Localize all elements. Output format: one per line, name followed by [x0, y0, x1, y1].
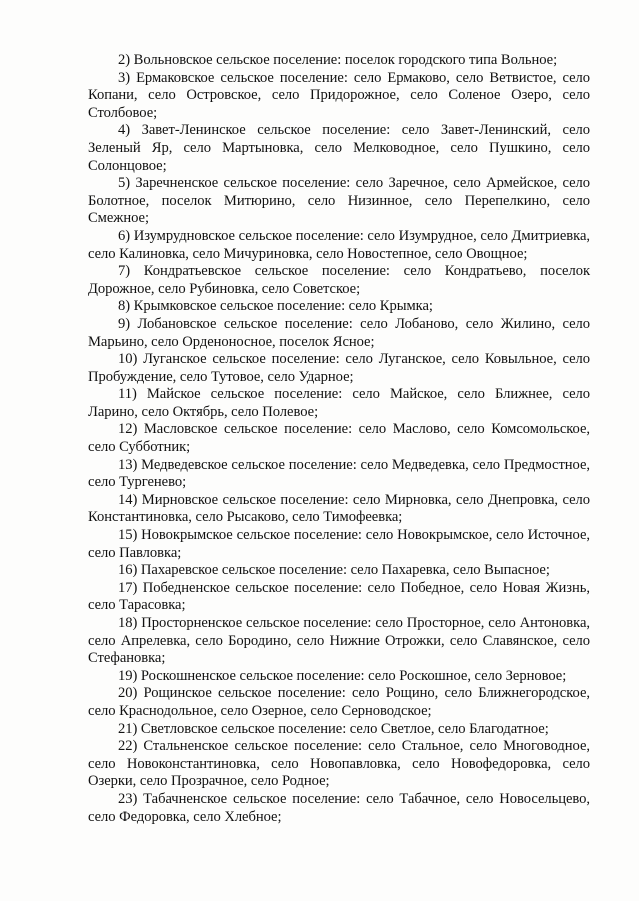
- list-item: 18) Просторненское сельское поселение: село Просторное, село Антоновка, село Апрелевка, село Бородино, село Нижние Отрожки, село Славянское, село Стефановка;: [88, 615, 590, 667]
- list-item: 13) Медведевское сельское поселение: село Медведевка, село Предмостное, село Тургенево;: [88, 456, 590, 491]
- list-item: 20) Рощинское сельское поселение: село Рощино, село Ближнегородское, село Краснодольное, село Озерное, село Серноводское;: [88, 685, 590, 719]
- list-item: 8) Крымковское сельское поселение: село Крымка;: [118, 298, 433, 315]
- list-item: 17) Победненское сельское поселение: село Победное, село Новая Жизнь, село Тарасовка;: [88, 579, 590, 614]
- list-item: 3) Ермаковское сельское поселение: село Ермаково, село Ветвистое, село Копани, село Островское, село Придорожное, село Соленое Озеро, село Столбовое;: [88, 69, 590, 121]
- settlement-list: [88, 52, 590, 826]
- list-item: 12) Масловское сельское поселение: село Маслово, село Комсомольское, село Субботник;: [88, 421, 590, 456]
- list-item: 21) Светловское сельское поселение: село Светлое, село Благодатное;: [118, 720, 549, 737]
- list-item: 19) Роскошненское сельское поселение: село Роскошное, село Зерновое;: [118, 667, 567, 684]
- list-item: 7) Кондратьевское сельское поселение: село Кондратьево, поселок Дорожное, село Рубиновка, село Советское;: [88, 263, 590, 297]
- list-item: 6) Изумрудновское сельское поселение: село Изумрудное, село Дмитриевка, село Калиновка, село Мичуриновка, село Новостепное, село Овощное;: [88, 227, 590, 262]
- list-item: 22) Стальненское сельское поселение: село Стальное, село Многоводное, село Новоконстантиновка, село Новопавловка, село Новофедоровка, село Озерки, село Прозрачное, село Родное;: [88, 738, 590, 790]
- list-item: 14) Мирновское сельское поселение: село Мирновка, село Днепровка, село Константиновка, село Рысаково, село Тимофеевка;: [88, 491, 590, 526]
- list-item: 9) Лобановское сельское поселение: село Лобаново, село Жилино, село Марьино, село Орденоносное, поселок Ясное;: [88, 315, 590, 350]
- list-item: 10) Луганское сельское поселение: село Луганское, село Ковыльное, село Пробуждение, село Тутовое, село Ударное;: [88, 351, 590, 385]
- list-item: 4) Завет-Ленинское сельское поселение: село Завет-Ленинский, село Зеленый Яр, село Мартыновка, село Мелководное, село Пушкино, село Солонцовое;: [88, 122, 590, 174]
- list-item: 5) Заречненское сельское поселение: село Заречное, село Армейское, село Болотное, поселок Митюрино, село Низинное, село Перепелкино, село Смежное;: [88, 175, 590, 227]
- list-item: 16) Пахаревское сельское поселение: село Пахаревка, село Выпасное;: [118, 562, 550, 579]
- list-item: 23) Табачненское сельское поселение: село Табачное, село Новосельцево, село Федоровка, село Хлебное;: [88, 790, 590, 825]
- list-item: 2) Вольновское сельское поселение: поселок городского типа Вольное;: [118, 52, 558, 68]
- list-item: 15) Новокрымское сельское поселение: село Новокрымское, село Источное, село Павловка;: [88, 527, 590, 561]
- list-item: 11) Майское сельское поселение: село Майское, село Ближнее, село Ларино, село Октябрь, село Полевое;: [88, 386, 590, 420]
